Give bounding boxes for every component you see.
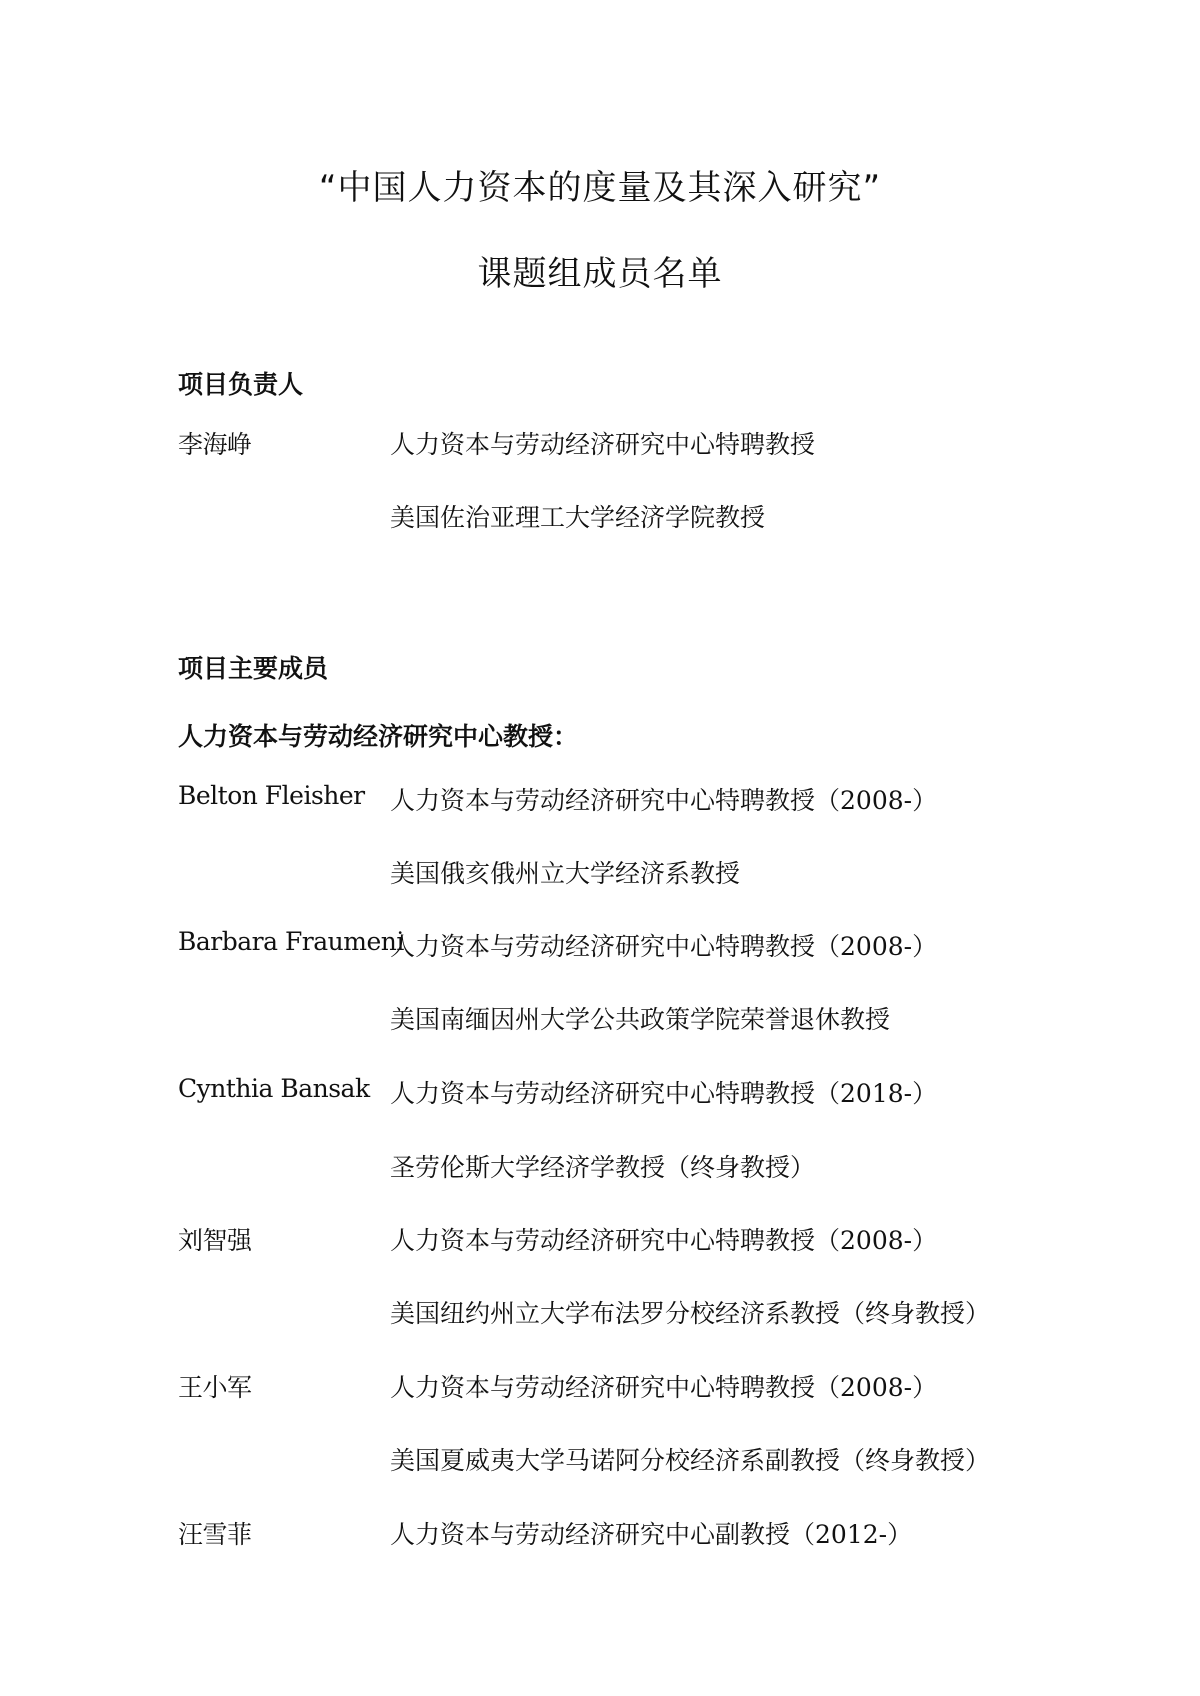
member-entry-line2 <box>178 1441 1098 1481</box>
section-heading-leader: 项目负责人 <box>178 370 304 399</box>
member-entry <box>178 1515 1098 1555</box>
member-entry-line2 <box>178 1294 1098 1334</box>
member-name: Cynthia Bansak <box>178 1074 370 1103</box>
member-affiliation: 美国南缅因州大学公共政策学院荣誉退休教授 <box>390 1005 891 1034</box>
member-entry <box>178 781 1098 821</box>
member-affiliation: 美国佐治亚理工大学经济学院教授 <box>390 503 766 532</box>
member-affiliation: 圣劳伦斯大学经济学教授（终身教授） <box>390 1153 816 1182</box>
member-affiliation: 人力资本与劳动经济研究中心特聘教授（2018-） <box>390 1079 938 1108</box>
member-affiliation: 人力资本与劳动经济研究中心特聘教授（2008-） <box>390 932 938 961</box>
member-name: 刘智强 <box>178 1226 252 1255</box>
member-entry-line2 <box>178 854 1098 894</box>
member-entry <box>178 1368 1098 1408</box>
member-name: 李海峥 <box>178 430 252 459</box>
member-entry <box>178 1074 1098 1114</box>
member-affiliation: 美国俄亥俄州立大学经济系教授 <box>390 859 741 888</box>
member-name: Belton Fleisher <box>178 781 365 810</box>
member-entry-line2 <box>178 1148 1098 1188</box>
member-name: 王小军 <box>178 1373 252 1402</box>
member-affiliation: 人力资本与劳动经济研究中心副教授（2012-） <box>390 1520 913 1549</box>
member-name: 汪雪菲 <box>178 1520 252 1549</box>
member-affiliation: 人力资本与劳动经济研究中心特聘教授（2008-） <box>390 1373 938 1402</box>
member-name: Barbara Fraumeni <box>178 927 404 956</box>
member-entry-leader <box>178 425 1098 465</box>
member-affiliation: 人力资本与劳动经济研究中心特聘教授 <box>390 430 816 459</box>
member-affiliation: 人力资本与劳动经济研究中心特聘教授（2008-） <box>390 1226 938 1255</box>
document-title: “中国人力资本的度量及其深入研究” <box>318 168 882 208</box>
section-heading-members: 项目主要成员 <box>178 654 329 683</box>
member-affiliation: 美国夏威夷大学马诺阿分校经济系副教授（终身教授） <box>390 1446 991 1475</box>
member-entry <box>178 1221 1098 1261</box>
member-affiliation: 人力资本与劳动经济研究中心特聘教授（2008-） <box>390 786 938 815</box>
member-affiliation: 美国纽约州立大学布法罗分校经济系教授（终身教授） <box>390 1299 991 1328</box>
member-entry-line2 <box>178 1000 1098 1040</box>
member-entry-leader-line2 <box>178 498 1098 538</box>
member-entry <box>178 927 1098 967</box>
document-subtitle: 课题组成员名单 <box>477 254 723 294</box>
section-subheading-center-professors: 人力资本与劳动经济研究中心教授： <box>178 722 579 751</box>
